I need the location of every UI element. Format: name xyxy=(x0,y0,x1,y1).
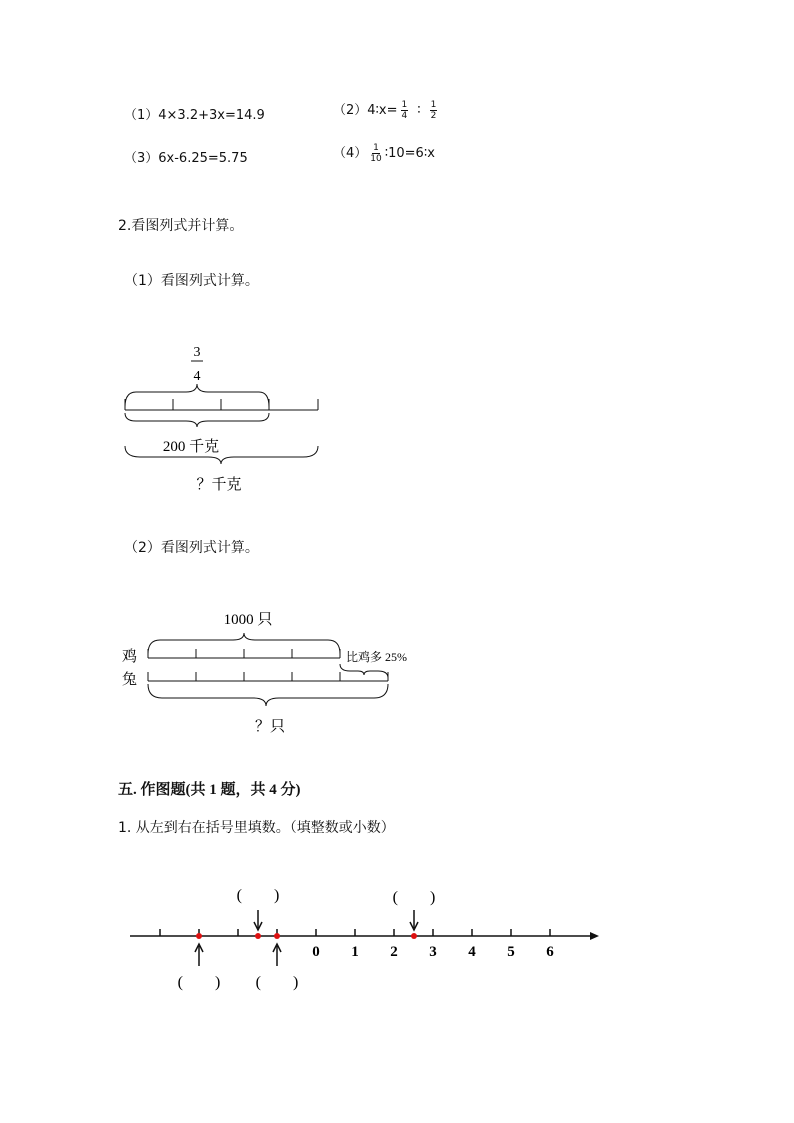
part-label: 200 千克 xyxy=(162,439,220,455)
equation-3: （3）6x-6.25=5.75 xyxy=(124,151,248,166)
tick-label-6: 6 xyxy=(546,944,554,960)
number-line xyxy=(0,870,640,1000)
bottom-brace xyxy=(148,684,388,706)
bottom-brace xyxy=(125,446,318,464)
section-5-title: 五. 作图题(共 1 题，共 4 分) xyxy=(118,782,301,798)
row-label-chicken: 鸡 xyxy=(122,649,138,665)
equation-2 xyxy=(333,99,440,121)
tick-label-3: 3 xyxy=(429,944,437,960)
segment-diagram-1 xyxy=(0,330,400,510)
blank-bracket-top-1: ( ) xyxy=(236,887,280,904)
tick-label-2: 2 xyxy=(390,944,398,960)
rabbit-ticks xyxy=(148,672,388,681)
marked-point-1 xyxy=(196,933,202,939)
tick-label-1: 1 xyxy=(351,944,359,960)
extra-label: 比鸡多 25% xyxy=(346,650,407,664)
section-2-title: 2.看图列式并计算。 xyxy=(118,218,244,234)
row-label-rabbit: 兔 xyxy=(122,672,138,688)
axis-arrowhead xyxy=(590,932,599,940)
axis-ticks xyxy=(160,929,550,936)
segment-ticks xyxy=(125,399,318,410)
extra-brace xyxy=(340,664,388,678)
total-label: ？千克 xyxy=(196,477,242,493)
segment-diagram-2 xyxy=(0,600,440,745)
fraction-3-4-numerator: 3 xyxy=(193,345,201,360)
equation-2-prefix: （2）4∶x= xyxy=(333,103,398,118)
total-label: ？只 xyxy=(254,719,286,735)
marked-point-3 xyxy=(274,933,280,939)
equation-4-prefix: （4） xyxy=(333,146,368,161)
top-brace xyxy=(125,384,269,407)
sub-question-1: （1）看图列式计算。 xyxy=(124,273,259,289)
tick-label-4: 4 xyxy=(468,944,476,960)
middle-brace xyxy=(125,413,269,427)
sub-question-2: （2）看图列式计算。 xyxy=(124,540,259,556)
blank-bracket-top-2: ( ) xyxy=(392,889,436,906)
fraction-1-4: $\frac{1}{4}$ xyxy=(401,100,408,121)
tick-label-0: 0 xyxy=(312,944,320,960)
top-label: 1000 只 xyxy=(223,612,273,628)
tick-label-5: 5 xyxy=(507,944,515,960)
ratio-separator: ∶ xyxy=(417,103,421,118)
blank-bracket-bottom-1: ( ) xyxy=(177,974,221,991)
equation-4-suffix: ∶10=6∶x xyxy=(384,146,435,161)
fraction-1-2: $\frac{1}{2}$ xyxy=(430,100,437,121)
blank-bracket-bottom-2: ( ) xyxy=(255,974,299,991)
chicken-ticks xyxy=(148,649,340,658)
question-5-1: 1. 从左到右在括号里填数。（填整数或小数） xyxy=(118,820,395,836)
fraction-1-10: $\frac{1}{10}$ xyxy=(370,143,382,164)
fraction-3-4-denominator: 4 xyxy=(193,369,201,384)
equation-1: （1）4×3.2+3x=14.9 xyxy=(124,108,265,123)
marked-point-4 xyxy=(411,933,417,939)
equation-4 xyxy=(333,142,435,164)
marked-point-2 xyxy=(255,933,261,939)
